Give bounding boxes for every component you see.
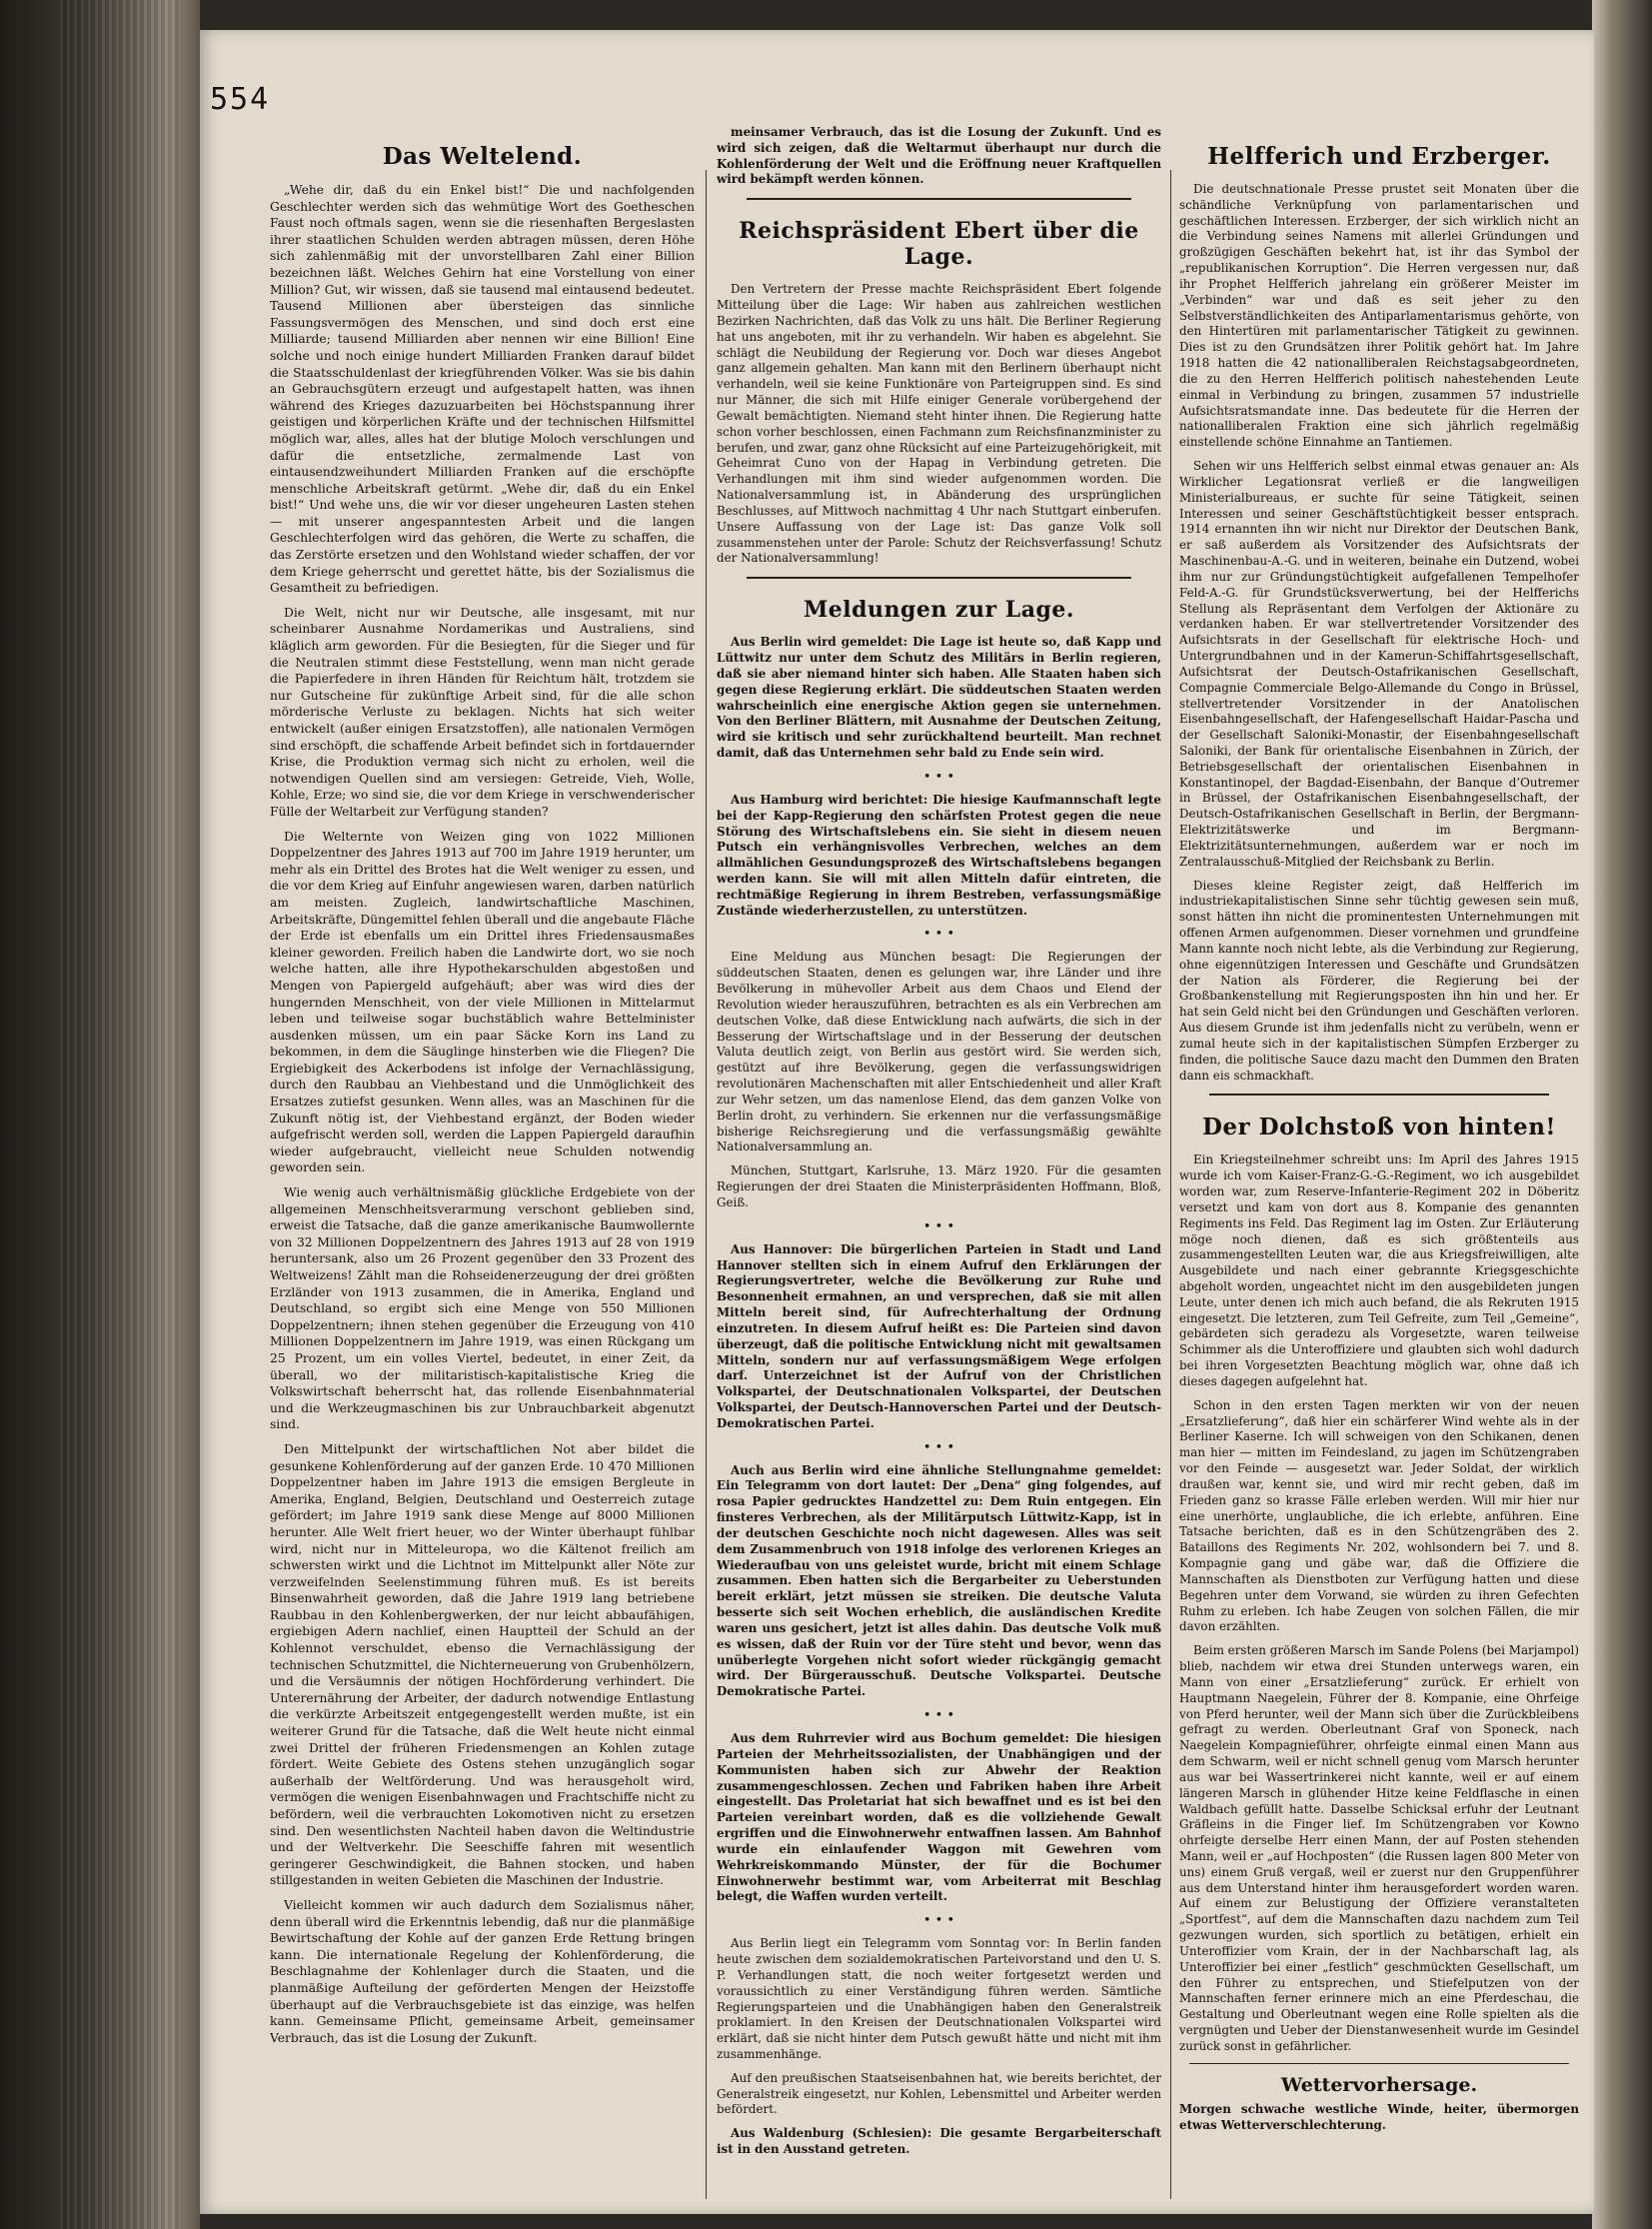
book-binding xyxy=(0,0,200,2229)
section-rule xyxy=(1189,2063,1569,2064)
paragraph: Beim ersten größeren Marsch im Sande Polens (bei Marjampol) blieb, nachdem wir etwa drei Stunden unterwegs waren, ein Mann von einer „Ersatzlieferung“ zurück. Er erhielt von Hauptmann Naegelein, Führer der 8. Kompanie, eine Ohrfeige von Pferd herunter, weil der Mann sich über die Zurückbleibens gefragt zu werden. Oberleutnant Graf von Sponeck, nach Naegelein Kompagnieführer, ohrfeigte einmal einen Mann aus dem Schwarm, weil er nicht schnell genug vom Marsch herunter aus war bei Wassertrinkerei nicht kannte, weil er auf einem längeren Marsch in glühender Hitze keine Feldflasche in einen Waldbach gefüllt hatte. Dasselbe Schicksal erfuhr der Leutnant Gräfleins in die Finger lief. Im Schützengraben vor Kowno ohrfeigte derselbe Herr einen Mann, der auf Posten stehenden Mann, weil er „auf Hochposten“ (die Russen lagen 800 Meter von uns) einem Gruß vergaß, weil er zuerst nur den Gruppenführer aus dem Unterstand hinter ihm herausgefordert worden waren. Auf einem zur Belustigung der Offiziere veranstalteten „Sportfest“, auf dem die Mannschaften dazu nachdem zum Teil gezwungen wurden, sich sportlich zu betätigen, erhielt ein Unteroffizier vom Krain, der in der Nachbarschaft lag, als Unteroffizier bei einer „festlich“ geschmückten Gesellschaft, um den Führer zu entsprechen, und Stiefelputzen von der Mannschaften ferner erinnere mich an eine Pferdeschau, die Gestaltung und Oberleutnant wegen eine Rolle spielten als die vergnügten und Ueber der Dienstanwesenheit wurde im Gesindel zurück sonst in gefährlicher. xyxy=(1179,1643,1579,2053)
paragraph: Wie wenig auch verhältnismäßig glückliche Erdgebiete von der allgemeinen Menschheitsverarmung verschont geblieben sind, erweist die Tatsache, daß die ganze amerikanische Baumwollernte von 32 Millionen Doppelzentnern des Jahres 1913 auf 28 von 1919 heruntersank, also um 26 Prozent gegenüber den 33 Prozent des Weltweizens! Zählt man die Rohseidenerzeugung der drei größten Erzländer von 1913 zusammen, die in Amerika, England und Deutschland, so ergibt sich eine Menge von 550 Millionen Doppelzentnern; ihnen stehen gegenüber die Erzeugung von 410 Millionen Doppelzentnern im Jahre 1919, was einen Rückgang um 25 Prozent, um ein volles Viertel, bedeutet, in einer Zeit, da überall, wo der militaristisch-kapitalistische Krieg die Volkswirtschaft beherrscht hat, das rollende Eisenbahnmaterial und die Werkzeugmaschinen bis zur Unbrauchbarkeit abgenutzt sind. xyxy=(270,1185,695,1432)
weather-title: Wettervorhersage. xyxy=(1280,2073,1478,2096)
report-item: Aus Hannover: Die bürgerlichen Parteien in Stadt und Land Hannover stellten sich in einem Aufruf den Erklärungen der Regierungsvertreter, welche die Bevölkerung zur Ruhe und Besonnenheit ermahnen, an und versprechen, daß sie mit allen Mitteln bereit sind, für Aufrechterhaltung der Ordnung einzutreten. In diesem Aufruf heißt es: Die Parteien sind davon überzeugt, daß die politische Entwicklung nicht mit gewaltsamen Mitteln, sondern nur auf verfassungsmäßigem Wege erfolgen darf. Unterzeichnet ist der Aufruf von der Christlichen Volkspartei, der Deutschnationalen Volkspartei, der Deutschen Volkspartei, der Deutsch-Hannoverschen Partei und der Deutsch-Demokratischen Partei. xyxy=(717,1241,1161,1430)
article-title: Helfferich und Erzberger. xyxy=(1207,143,1551,170)
page-number: 554 xyxy=(210,82,271,117)
article-title: Meldungen zur Lage. xyxy=(803,597,1075,624)
paragraph: Vielleicht kommen wir auch dadurch dem Sozialismus näher, denn überall wird die Erkenntnis lebendig, daß nur die planmäßige Bewirtschaftung der Kohle auf der ganzen Erde Rettung bringen kann. Die internationale Regelung der Kohlenförderung, die Beschlagnahme der Kohlenlager durch die Staaten, und die planmäßige Aufteilung der geförderten Mengen der Heizstoffe überhaupt auf die Verbrauchsgebiete ist das einzige, was helfen kann. Gemeinsame Pflicht, gemeinsame Arbeit, gemeinsamer Verbrauch, das ist die Losung der Zukunft. xyxy=(270,1897,695,2045)
separator: • • • xyxy=(922,1708,955,1724)
separator: • • • xyxy=(922,927,955,943)
paragraph: Ein Kriegsteilnehmer schreibt uns: Im April des Jahres 1915 wurde ich vom Kaiser-Franz-G.-G.-Regiment, wo ich ausgebildet worden war, zum Reserve-Infanterie-Regiment 202 in Döberitz versetzt und kam von dort aus 8. Kompanie des genannten Regiments ins Feld. Das Regiment lag im Osten. Zur Erläuterung möge noch dienen, daß es sich größtenteils aus zusammengestellten Leuten war, die aus Kriegsfreiwilligen, alte Ausgebildete und nach einer gebrannte Kriegsgeschichte abgeholt worden, ungeachtet nicht im den ausgebildeten jungen Leute, unter denen ich mich auch befand, die als Rekruten 1915 eingesetzt. Die letzteren, zum Teil Gefreite, zum Teil „Gemeine“, gebärdeten sich geradezu als Vorgesetzte, waren teilweise Schimmer als die Unteroffiziere und glaubten sich wohl dadurch bei ihren Vorgesetzten Beachtung möglich war, ohne daß ich dieses dagegen aufgelehnt hat. xyxy=(1179,1152,1579,1388)
report-item: Auf den preußischen Staatseisenbahnen hat, wie bereits berichtet, der Generalstreik eingesetzt, nur Kohlen, Lebensmittel und Arbeiter werden befördert. xyxy=(717,2070,1161,2117)
report-item: Aus Hamburg wird berichtet: Die hiesige Kaufmannschaft legte bei der Kapp-Regierung den schärfsten Protest gegen die neue Störung des Wirtschaftslebens ein. Sie sieht in diesem neuen Putsch ein verhängnisvolles Verbrechen, welches an dem allmählichen Gesundungsprozeß des Wirtschaftslebens begangen werden kann. Sie will mit allen Mitteln dafür eintreten, die rechtmäßige Regierung in ihrem Bestreben, verfassungsmäßige Zustände wiederherzustellen, zu unterstützen. xyxy=(717,792,1161,918)
paragraph: Dieses kleine Register zeigt, daß Helfferich im industriekapitalistischen Sinne sehr tüchtig gewesen sein muß, sonst hätten ihn nicht die prominentesten Unternehmungen mit offenen Armen aufgenommen. Dieser vornehmen und grundfeine Mann kannte noch nicht lebte, als die Verbindung zur Regierung, ohne eigennützigen Interessen und Geschäfte und Grundsätzen der Nation als Förderer, die Regierung bei der Großbankenstellung mit Regierungsposten ihn hin und her. Er hat sein Geld nicht bei den Gründungen und Geschäften verloren. Aus diesem Grunde ist ihm jedenfalls nicht zu verübeln, wenn er zumal heute sich in der kapitalistischen Sümpfen Erzberger zu finden, die politische Sauce dazu macht den Dummen den Braten dann eis schmackhaft. xyxy=(1179,878,1579,1083)
article-title: Das Weltelend. xyxy=(382,143,583,170)
column-divider xyxy=(1170,170,1171,2199)
continued-text: meinsamer Verbrauch, das ist die Losung der Zukunft. Und es wird sich zeigen, daß die Weltarmut überhaupt nur durch die Kohlenförderung der Welt und die Eröffnung neuer Kraftquellen wird bekämpft werden können. xyxy=(717,125,1161,187)
report-item: Aus Berlin liegt ein Telegramm vom Sonntag vor: In Berlin fanden heute zwischen dem sozialdemokratischen Parteivorstand und den U. S. P. Verhandlungen statt, die noch weiter fortgesetzt werden und voraussichtlich zu einer Verständigung führen werden. Sämtliche Regierungsparteien und die Unabhängigen haben den Generalstreik proklamiert. In den Kreisen der Deutschnationalen Volkspartei wird erklärt, daß sie nicht hinter dem Putsch gewußt hätte und nicht mit ihm zusammenhänge. xyxy=(717,1936,1161,2061)
separator: • • • xyxy=(922,1218,955,1234)
paragraph: Sehen wir uns Helfferich selbst einmal etwas genauer an: Als Wirklicher Legationsrat verließ er die langweiligen Ministerialbureaus, er suchte für seine Tätigkeit, seinen Interessen und seiner Geschäftstüchtigkeit besser entsprach. 1914 ernannten ihn wir nicht nur Direktor der Deutschen Bank, er saß außerdem als Vorsitzender des Aufsichtsrats der Maschinenbau-A.-G. und in weiteren, beinahe ein Dutzend, wobei ihm nur zur Gründungstüchtigkeit aufgefallenen Tempelhofer Feld-A.-G. für Grundstücksverwertung, bei der Helfferichs Stellung als Repräsentant dem Verfolgen der Aktionäre zu verdanken haben. Er war stellvertretender Vorsitzender des Aufsichtsrats in der Gesellschaft für elektrische Hoch- und Untergrundbahnen und in der Kamerun-Schiffahrtsgesellschaft, Aufsichtsrat der Deutsch-Ostafrikanischen Gesellschaft, Compagnie Commerciale Belgo-Allemande du Congo in Brüssel, stellvertretender Vorsitzender in der Anatolischen Eisenbahngesellschaft, der Hafengesellschaft Haidar-Pascha und der Gesellschaft Saloniki-Monastir, der Eisenbahngesellschaft Saloniki, der Bank für orientalische Eisenbahnen in Zürich, der Betriebsgesellschaft der orientalischen Eisenbahnen in Konstantinopel, der Bagdad-Eisenbahn, der Banque d’Outremer in Brüssel, der Ostafrikanischen Eisenbahngesellschaft, der Deutsch-Ostafrikanischen Gesellschaft in Berlin, der Bergmann-Elektrizitätswerke und im Bergmann-Elektrizitätsunternehmungen, außerdem war er noch im Zentralausschuß-Mitglied der Reichsbank zu Berlin. xyxy=(1179,459,1579,869)
weather-forecast: Morgen schwache westliche Winde, heiter, übermorgen etwas Wetterverschlechterung. xyxy=(1179,2101,1579,2132)
paragraph: Schon in den ersten Tagen merkten wir von der neuen „Ersatzlieferung“, daß hier ein schärferer Wind wehte als in der Berliner Kaserne. Ich will schweigen von den Schikanen, denen man hier — mitten im Feindesland, zu jagen im Schützengraben vor den Feinde — ausgesetzt war. Jeder Soldat, der wirklich draußen war, kennt sie, und wird mir recht geben, daß im Frieden ganz so krasse Fälle erleben werden. Will mir hier nur eine unerhörte, unglaubliche, die ich erlebte, anführen. Eine Tatsache berichten, daß es in den Schützengräben des 2. Bataillons des Regiments Nr. 202, wohlsondern bei 7. und 8. Kompagnie gang und gäbe war, daß die Offiziere die Mannschaften als Dienstboten zur Verfügung hatten und diese Begehren unter dem Vorwand, sie würden zu ihren Gefechten Ruhm zu erleben. Ich habe Zeugen von solchen Fällen, die mir davon erzählten. xyxy=(1179,1397,1579,1634)
column-divider xyxy=(706,170,707,2199)
column-2 xyxy=(717,125,1161,2209)
paragraph: Die deutschnationale Presse prustet seit Monaten über die schändliche Verknüpfung von parlamentarischen und geschäftlichen Interessen. Erzberger, der sich wirklich nicht an die Verbindung seines Namens mit allerlei Gründungen und großzügigen Geschäften bekehrt hat, ist ihr das Symbol der „republikanischen Korruption“. Die Herren vergessen nur, daß ihr Prophet Helfferich jahrelang ein größerer Meister im „Verbinden“ war und daß es seit jeher zu den Selbstverständlichkeiten des Antiparlamentarismus gehörte, von den Hintertüren mit parlamentarischer Tätigkeit zu gewinnen. Dies ist zu den Grundsätzen ihrer Politik gehört hat. Im Jahre 1918 hatten die 42 nationalliberalen Reichstagsabgeordneten, die zu den Herren Helfferich politisch nahestehenden Leute einmal in Verbindung zu bringen, zusammen 57 industrielle Aufsichtsratsmandate inne. Das bedeutete für die Herren der nationalliberalen Fraktion eine sich jährlich regelmäßig einstellende schöne Einnahme an Tantiemen. xyxy=(1179,182,1579,450)
paragraph: Die Welternte von Weizen ging von 1022 Millionen Doppelzentner des Jahres 1913 auf 700 im Jahre 1919 herunter, um mehr als ein Drittel des Brotes hat die Welt weniger zu essen, und die vor dem Krieg auf Einfuhr angewiesen waren, darben natürlich am meisten. Zugleich, landwirtschaftliche Maschinen, Arbeitskräfte, Düngemittel fehlen überall und die angebaute Fläche der Erde ist ebenfalls um ein Drittel ihres Friedensausmaßes kleiner geworden. Freilich haben die Landwirte dort, wo sie noch welche hatten, alle ihre Hypothekarschulden abgestoßen und Mengen von Papiergeld aufgehäuft; aber was wird dies der hungernden Menschheit, von der viele Millionen in Mittelarmut leben und teilweise sogar buchstäblich wahre Bettelminister ausdenken müssen, um ein paar Säcke Korn ins Land zu bekommen, in dem die Säuglinge hinsterben wie die Fliegen? Die Ergiebigkeit des Ackerbodens ist infolge der Vernachlässigung, durch den Raubbau an Viehbestand und die Unmöglichkeit des Ersatzes zutiefst gesunken. Wenn alles, was an Maschinen für die Zukunft nötig ist, der Viehbestand ergänzt, der Boden wieder aufgefrischt werden soll, werden die Lappen Papiergeld daraufhin wieder aufgebraucht, vielleicht neue Schulden notwendig geworden sein. xyxy=(270,829,695,1175)
article-title: Reichspräsident Ebert über die Lage. xyxy=(739,218,1139,271)
column-1 xyxy=(270,125,695,2209)
article-title: Der Dolchstoß von hinten! xyxy=(1201,1114,1557,1141)
report-item: Auch aus Berlin wird eine ähnliche Stellungnahme gemeldet: Ein Telegramm von dort lautet: Der „Dena“ ging folgendes, auf rosa Papier gedrucktes Handzettel zu: Dem Ruin entgegen. Ein finsteres Verbrechen, als der Militärputsch Lüttwitz-Kapp, ist in der deutschen Geschichte noch nicht dagewesen. Alles was seit dem Zusammenbruch von 1918 infolge des verlorenen Krieges an Wiederaufbau von uns geleistet wurde, bricht mit einem Schlage zusammen. Eben hatten sich die Bergarbeiter zu Ueberstunden bereit erklärt, jetzt müssen sie streiken. Die deutsche Valuta besserte sich seit Wochen erheblich, die ausländischen Kredite waren uns gesichert, jetzt ist alles dahin. Das deutsche Volk muß es wissen, daß der Ruin vor der Türe steht und bevor, wenn das unüberlegte Vorgehen nicht sofort wieder rückgängig gemacht wird. Der Bürgerausschuß. Deutsche Volkspartei. Deutsche Demokratische Partei. xyxy=(717,1462,1161,1699)
newspaper-page xyxy=(200,30,1594,2214)
report-item: Aus Berlin wird gemeldet: Die Lage ist heute so, daß Kapp und Lüttwitz nur unter dem Schutz des Militärs in Berlin regieren, daß sie aber niemand hinter sich haben. Alle Staaten haben sich gegen diese Regierung erklärt. Die süddeutschen Staaten werden wahrscheinlich eine energische Aktion gegen sie unternehmen. Von den Berliner Blättern, mit Ausnahme der Deutschen Zeitung, wird sie kritisch und sehr zurückhaltend beurteilt. Man rechnet damit, daß das Unternehmen sehr bald zu Ende sein wird. xyxy=(717,635,1161,761)
section-rule xyxy=(1209,1094,1549,1096)
separator: • • • xyxy=(922,769,955,785)
report-signature: München, Stuttgart, Karlsruhe, 13. März 1920. Für die gesamten Regierungen der drei Staaten die Ministerpräsidenten Hoffmann, Bloß, Geiß. xyxy=(717,1163,1161,1209)
paragraph: Den Mittelpunkt der wirtschaftlichen Not aber bildet die gesunkene Kohlenförderung auf der ganzen Erde. 10 470 Millionen Doppelzentner haben im Jahre 1913 die emsigen Bergleute in Amerika, England, Belgien, Deutschland und Oesterreich zutage gefördert; im Jahre 1919 sank diese Menge auf 8000 Millionen herunter. Alle Welt friert heuer, wo der Winter überhaupt fühlbar wird, nicht nur in Mitteleuropa, wo die Kältenot freilich am schwersten wirkt und die Lichtnot im Mittelpunkt aller Nöte zur verzweifelnden Seelenstimmung führen muß. Es ist bereits Binsenwahrheit geworden, daß die Jahre 1919 lang betriebene Raubbau in den Kohlenbergwerken, der nur leicht abbaufähigen, ergiebigen Adern nachlief, einen Hauptteil der Schuld an der Kohlennot verschuldet, ebenso die Vernachlässigung der technischen Schutzmittel, die Nichterneuerung von Grubenhölzern, und die Versäumnis der nötigen Hochförderung verhindert. Die Unterernährung der Arbeiter, der dadurch notwendige Entlastung die verkürzte Arbeitszeit entgegengestellt werden mußte, ist ein weiterer Grund für die Tatsache, daß die Welt heute nicht einmal zwei Drittel der früheren Friedensmengen an Kohlen zutage fördert. Weite Gebiete des Ostens stehen unzugänglich sogar außerhalb der Weltförderung. Und was herausgeholt wird, vermögen die wenigen Eisenbahnwagen und Frachtschiffe nicht zu befördern, weil die verbrauchten Lokomotiven nicht zu ersetzen sind. Den wesentlichsten Nachteil haben davon die Weltindustrie und der Weltverkehr. Die Seeschiffe fahren mit wesentlich geringerer Geschwindigkeit, die Bahnen stocken, und haben stillgestanden in weiten Gebieten die Maschinen der Industrie. xyxy=(270,1441,695,1888)
report-item: Aus Waldenburg (Schlesien): Die gesamte Bergarbeiterschaft ist in den Ausstand getreten. xyxy=(717,2126,1161,2157)
column-3 xyxy=(1179,125,1579,2209)
section-rule xyxy=(747,577,1131,579)
paragraph: Die Welt, nicht nur wir Deutsche, alle insgesamt, mit nur scheinbarer Ausnahme Nordamerikas und Australiens, sind kläglich arm geworden. Für die Besiegten, für die Sieger und für die Neutralen stimmt diese Feststellung, wenn man nicht gerade die Papierfedere in ihren Händen für Reichtum hält, trotzdem sie nur Gutscheine für zukünftige Arbeit sind, für die alle schon mörderische Verluste zu beklagen. Nichts hat sich weiter entwickelt (außer einigen Ersatzstoffen), alle nationalen Vermögen sind erschöpft, die schaffende Arbeit befindet sich in fortdauernder Krise, die Produktion vermag sich nicht zu erholen, weil die notwendigen Quellen sind am versiegen: Getreide, Vieh, Wolle, Kohle, Erze; wo sind sie, die vor dem Kriege in verschwenderischer Fülle der Weltarbeit zur Verfügung standen? xyxy=(270,605,695,819)
section-rule xyxy=(747,198,1131,200)
paragraph: „Wehe dir, daß du ein Enkel bist!“ Die und nachfolgenden Geschlechter werden sich das wehmütige Wort des Goetheschen Faust noch oftmals sagen, wenn sie die riesenhaften Bergeslasten ihrer staatlichen Schulden werden abtragen müssen, deren Höhe sich zahlenmäßig mit der unvorstellbaren Zahl einer Billion bezeichnen läßt. Welches Gehirn hat eine Vorstellung von einer Million? Gut, wir wissen, daß sie tausend mal eintausend bedeutet. Tausend Millionen aber übersteigen das sinnliche Fassungsvermögen des Menschen, und sind doch erst eine Milliarde; tausend Milliarden aber nennen wir eine Billion! Eine solche und noch einige hundert Milliarden Franken darauf bildet die Staatsschuldenlast der kriegführenden Völker. Was sie bis dahin an Gebrauchsgütern erzeugt und aufgestapelt hatten, was ihnen während des Krieges dazuzuarbeiten bei Höchstspannung ihrer geistigen und körperlichen Kräfte und der technischen Hilfsmittel möglich war, alles, alles hat der blutige Moloch verschlungen und dafür die entsetzliche, zermalmende Last von eintausendzweihundert Milliarden Franken auf die erschöpfte menschliche Arbeitskraft getürmt. „Wehe dir, daß du ein Enkel bist!“ Und wehe uns, die wir vor dieser ungeheuren Lasten stehen — mit unserer angespanntesten Arbeit und die langen Geschlechterfolgen wird das gehören, die Werte zu schaffen, die das Zerstörte ersetzen und den Wohlstand wieder schaffen, der vor dem Kriege geherrscht und gerettet hätte, bis der Sozialismus die Gesamtheit zu befriedigen. xyxy=(270,183,695,596)
separator: • • • xyxy=(922,1439,955,1455)
report-item: Eine Meldung aus München besagt: Die Regierungen der süddeutschen Staaten, denen es gelungen war, ihre Länder und ihre Bevölkerung in mühevoller Arbeit aus dem Chaos und Elend der Revolution wieder herauszuführen, betrachten es als ein Verbrechen am deutschen Volke, daß diese Entwicklung nach aufwärts, die sich in der Besserung der Wirtschaftslage und in der Besserung der deutschen Valuta deutlich zeigt, von Berlin aus gestört wird. Sie werden sich, gestützt auf ihre Bevölkerung, gegen die verfassungswidrigen revolutionären Machenschaften mit aller Entschiedenheit und aller Kraft zur Wehr setzen, um das namenlose Elend, das dem ganzen Volke von Berlin droht, zu verhindern. Sie erkennen nur die verfassungsmäßige bisherige Reichsregierung und die verfassungsmäßig gewählte Nationalversammlung an. xyxy=(717,950,1161,1154)
report-item: Aus dem Ruhrrevier wird aus Bochum gemeldet: Die hiesigen Parteien der Mehrheitssozialisten, der Unabhängigen und der Kommunisten haben sich zur Abwehr der Reaktion zusammengeschlossen. Zechen und Fabriken haben ihre Arbeit eingestellt. Das Proletariat hat sich bewaffnet und es ist bei den Parteien vereinbart worden, daß es die vollziehende Gewalt ergriffen und die Einwohnerwehr entwaffnen lassen. Am Bahnhof wurde ein einlaufender Waggon mit Gewehren vom Wehrkreiskommando Münster, der für die Bochumer Einwohnerwehr bestimmt war, vom Arbeiterrat mit Beschlag belegt, die Waffen wurden verteilt. xyxy=(717,1731,1161,1904)
separator: • • • xyxy=(922,1913,955,1929)
page-edge xyxy=(1592,0,1652,2229)
paragraph: Den Vertretern der Presse machte Reichspräsident Ebert folgende Mitteilung über die Lage: Wir haben aus zahlreichen westlichen Bezirken Nachrichten, daß das Volk zu uns hält. Die Berliner Regierung hat uns angeboten, mit ihr zu verhandeln. Wir haben es abgelehnt. Sie schlägt die Neubildung der Regierung vor. Doch war dieses Angebot ganz allgemein gehalten. Man kann mit den Berlinern überhaupt nicht verhandeln, weil sie keine Funktionäre von Parteigruppen sind. Es sind nur Männer, die sich mit Hilfe einiger Generale vorübergehend der Gewalt bemächtigten. Niemand steht hinter ihnen. Die Regierung hatte schon vorher beschlossen, einen Fachmann zum Reichsfinanzminister zu berufen, und zwar, ganz ohne Rücksicht auf eine Parteizugehörigkeit, mit Geheimrat Cuno von der Hapag in Verbindung getreten. Die Verhandlungen mit ihm sind wieder aufgenommen worden. Die Nationalversammlung ist, in Abänderung des ursprünglichen Beschlusses, auf Mittwoch nachmittag 4 Uhr nach Stuttgart einberufen. Unsere Auffassung von der Lage ist: Das ganze Volk soll zusammenstehen unter der Parole: Schutz der Reichsverfassung! Schutz der Nationalversammlung! xyxy=(717,282,1161,566)
